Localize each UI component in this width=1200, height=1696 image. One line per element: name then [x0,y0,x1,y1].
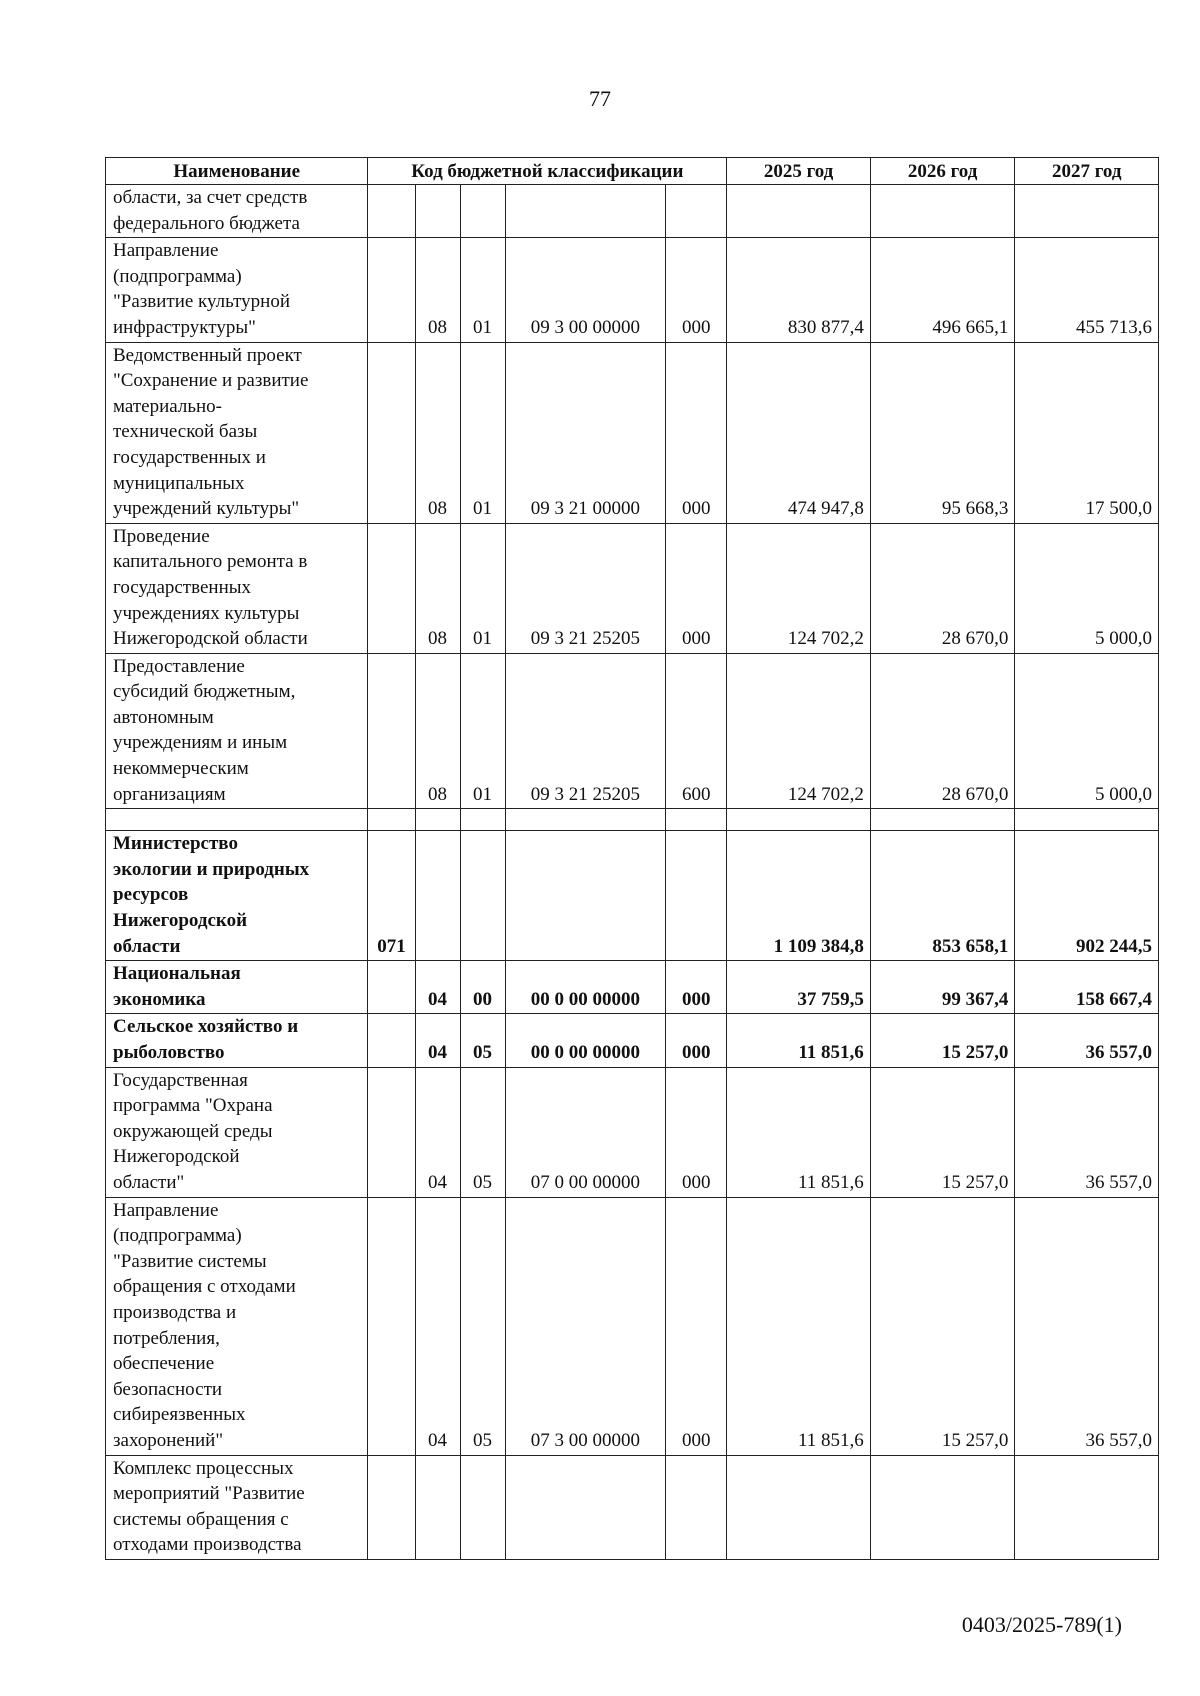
cell-expense-type [666,1455,727,1559]
cell-department-code [368,342,415,523]
table-row [106,1067,1159,1197]
header-year-2026: 2026 год [870,158,1015,185]
cell-expense-type: 000 [666,1014,727,1067]
cell-subsection-code: 05 [460,1014,505,1067]
header-year-2027: 2027 год [1015,158,1159,185]
cell-target-article [505,809,666,831]
cell-target-article: 07 3 00 00000 [505,1197,666,1455]
table-row [106,809,1159,831]
cell-expense-type [666,185,727,238]
cell-expense-type: 000 [666,523,727,653]
cell-department-code [368,653,415,809]
cell-amount-2025 [727,185,871,238]
cell-department-code [368,1197,415,1455]
cell-amount-2027 [1015,185,1159,238]
cell-amount-2026: 15 257,0 [870,1014,1015,1067]
table-row [106,831,1159,961]
cell-section-code: 04 [415,1014,460,1067]
cell-section-code: 08 [415,653,460,809]
cell-department-code [368,809,415,831]
header-budget-code: Код бюджетной классификации [368,158,727,185]
cell-target-article: 09 3 21 25205 [505,523,666,653]
header-year-2025: 2025 год [727,158,871,185]
cell-department-code [368,1455,415,1559]
table-row [106,1197,1159,1455]
cell-subsection-code: 01 [460,523,505,653]
cell-amount-2026 [870,809,1015,831]
cell-expense-type: 000 [666,342,727,523]
table-row [106,653,1159,809]
cell-name: Предоставление субсидий бюджетным, автономным учреждениям и иным некоммерческим организациям [106,653,368,809]
cell-amount-2027: 455 713,6 [1015,238,1159,342]
table-row [106,185,1159,238]
cell-amount-2025 [727,809,871,831]
cell-amount-2027: 158 667,4 [1015,961,1159,1014]
cell-amount-2026 [870,185,1015,238]
cell-amount-2026: 28 670,0 [870,523,1015,653]
cell-subsection-code: 00 [460,961,505,1014]
cell-amount-2026: 15 257,0 [870,1067,1015,1197]
cell-amount-2025: 11 851,6 [727,1197,871,1455]
cell-subsection-code [460,831,505,961]
cell-section-code: 08 [415,238,460,342]
page-number: 77 [589,86,611,111]
cell-department-code [368,961,415,1014]
cell-target-article: 09 3 00 00000 [505,238,666,342]
cell-amount-2025: 11 851,6 [727,1067,871,1197]
cell-expense-type: 000 [666,961,727,1014]
cell-subsection-code: 05 [460,1067,505,1197]
cell-amount-2025: 1 109 384,8 [727,831,871,961]
table-row [106,238,1159,342]
cell-amount-2026: 95 668,3 [870,342,1015,523]
cell-section-code: 04 [415,961,460,1014]
cell-amount-2027: 5 000,0 [1015,653,1159,809]
cell-name: Ведомственный проект "Сохранение и развитие материально- технической базы государственных и муниципальных учреждений культуры" [106,342,368,523]
header-name: Наименование [106,158,368,185]
cell-amount-2027: 36 557,0 [1015,1197,1159,1455]
cell-section-code: 04 [415,1067,460,1197]
cell-target-article [505,831,666,961]
table-row [106,523,1159,653]
budget-table [105,157,1159,1560]
cell-subsection-code: 01 [460,342,505,523]
cell-amount-2027: 36 557,0 [1015,1067,1159,1197]
cell-name: Министерство экологии и природных ресурсов Нижегородской области [106,831,368,961]
cell-amount-2027 [1015,1455,1159,1559]
cell-name: Направление (подпрограмма) "Развитие культурной инфраструктуры" [106,238,368,342]
cell-target-article: 09 3 21 00000 [505,342,666,523]
cell-section-code: 08 [415,523,460,653]
cell-subsection-code: 05 [460,1197,505,1455]
cell-section-code: 04 [415,1197,460,1455]
cell-expense-type: 000 [666,1197,727,1455]
cell-expense-type [666,831,727,961]
cell-target-article: 07 0 00 00000 [505,1067,666,1197]
cell-target-article: 09 3 21 25205 [505,653,666,809]
cell-target-article: 00 0 00 00000 [505,961,666,1014]
cell-amount-2026: 853 658,1 [870,831,1015,961]
cell-section-code [415,185,460,238]
cell-target-article [505,1455,666,1559]
cell-expense-type [666,809,727,831]
cell-section-code [415,831,460,961]
cell-expense-type: 600 [666,653,727,809]
cell-amount-2025: 124 702,2 [727,653,871,809]
table-header-row [106,158,1159,185]
table-body [106,185,1159,1560]
cell-amount-2025: 124 702,2 [727,523,871,653]
cell-amount-2026: 99 367,4 [870,961,1015,1014]
cell-department-code [368,1067,415,1197]
cell-subsection-code [460,185,505,238]
cell-amount-2025: 830 877,4 [727,238,871,342]
cell-department-code [368,523,415,653]
cell-amount-2027: 36 557,0 [1015,1014,1159,1067]
cell-amount-2026: 28 670,0 [870,653,1015,809]
cell-subsection-code: 01 [460,238,505,342]
document-code: 0403/2025-789(1) [961,1612,1122,1637]
cell-target-article [505,185,666,238]
table-row [106,1014,1159,1067]
cell-department-code: 071 [368,831,415,961]
cell-amount-2025: 11 851,6 [727,1014,871,1067]
cell-amount-2027 [1015,809,1159,831]
cell-section-code: 08 [415,342,460,523]
cell-amount-2027: 5 000,0 [1015,523,1159,653]
cell-amount-2026: 15 257,0 [870,1197,1015,1455]
cell-amount-2025: 474 947,8 [727,342,871,523]
cell-department-code [368,185,415,238]
cell-name: Национальная экономика [106,961,368,1014]
table-row [106,1455,1159,1559]
cell-amount-2025: 37 759,5 [727,961,871,1014]
cell-amount-2027: 902 244,5 [1015,831,1159,961]
cell-subsection-code [460,809,505,831]
table-row [106,961,1159,1014]
cell-name: области, за счет средств федерального бюджета [106,185,368,238]
cell-amount-2027: 17 500,0 [1015,342,1159,523]
cell-section-code [415,809,460,831]
cell-name: Государственная программа "Охрана окружающей среды Нижегородской области" [106,1067,368,1197]
cell-name: Сельское хозяйство и рыболовство [106,1014,368,1067]
cell-amount-2026 [870,1455,1015,1559]
cell-expense-type: 000 [666,238,727,342]
cell-amount-2026: 496 665,1 [870,238,1015,342]
cell-expense-type: 000 [666,1067,727,1197]
cell-name: Комплекс процессных мероприятий "Развитие системы обращения с отходами производства [106,1455,368,1559]
cell-subsection-code [460,1455,505,1559]
cell-subsection-code: 01 [460,653,505,809]
cell-name: Направление (подпрограмма) "Развитие системы обращения с отходами производства и потребления, обеспечение безопасности сибиреязвенных захоронений" [106,1197,368,1455]
cell-section-code [415,1455,460,1559]
cell-name [106,809,368,831]
cell-name: Проведение капитального ремонта в государственных учреждениях культуры Нижегородской области [106,523,368,653]
cell-department-code [368,1014,415,1067]
cell-target-article: 00 0 00 00000 [505,1014,666,1067]
cell-amount-2025 [727,1455,871,1559]
cell-department-code [368,238,415,342]
table-row [106,342,1159,523]
